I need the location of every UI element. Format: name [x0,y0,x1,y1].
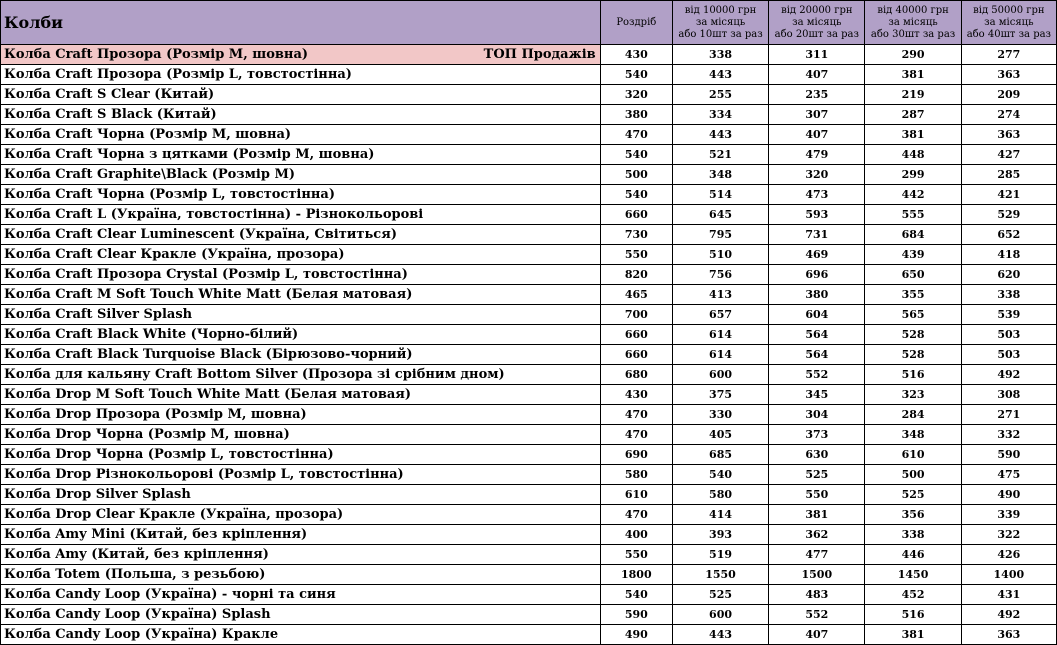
table-row [1,345,1057,365]
tier3-price-cell: 381 [865,625,961,645]
tier4-price-cell: 338 [961,285,1056,305]
tier2-price-cell: 407 [769,125,865,145]
retail-price-cell: 430 [600,45,672,65]
table-row [1,425,1057,445]
tier2-price-cell: 320 [769,165,865,185]
tier4-price-cell: 490 [961,485,1056,505]
tier2-price-cell: 564 [769,325,865,345]
tier2-header-line: або 20шт за раз [774,28,859,40]
table-row [1,385,1057,405]
tier4-price-cell: 363 [961,65,1056,85]
tier3-price-cell: 610 [865,445,961,465]
product-name-cell [1,145,601,165]
tier1-price-cell: 414 [672,505,768,525]
tier1-price-cell: 443 [672,625,768,645]
product-name-cell [1,505,601,525]
product-name-cell [1,405,601,425]
tier2-price-cell: 407 [769,65,865,85]
retail-price-cell: 660 [600,325,672,345]
product-name-cell [1,125,601,145]
tier4-column-header [961,1,1056,45]
product-name-cell [1,445,601,465]
tier4-price-cell: 426 [961,545,1056,565]
tier3-price-cell: 650 [865,265,961,285]
product-name-cell [1,285,601,305]
retail-price-cell: 540 [600,65,672,85]
tier1-price-cell: 348 [672,165,768,185]
tier1-header-line: від 10000 грн [684,4,757,16]
table-row [1,125,1057,145]
product-name: Колба Totem (Польша, з резьбою) [4,567,266,582]
product-name: Колба для кальяну Craft Bottom Silver (Прозора зі срібним дном) [4,367,505,382]
table-row [1,485,1057,505]
retail-price-cell: 730 [600,225,672,245]
product-name: Колба Craft Чорна (Розмір L, товстостінна) [4,187,335,202]
tier2-price-cell: 345 [769,385,865,405]
tier3-header-line: за місяць [888,16,938,28]
tier3-price-cell: 381 [865,65,961,85]
tier3-price-cell: 439 [865,245,961,265]
retail-price-cell: 540 [600,185,672,205]
product-name-cell [1,525,601,545]
tier3-price-cell: 381 [865,125,961,145]
table-row [1,65,1057,85]
tier3-price-cell: 516 [865,365,961,385]
product-name-cell [1,105,601,125]
table-row [1,565,1057,585]
retail-price-cell: 550 [600,545,672,565]
tier2-price-cell: 630 [769,445,865,465]
product-name-cell [1,365,601,385]
product-name: Колба Craft Silver Splash [4,307,193,322]
product-name-cell [1,565,601,585]
product-name: Колба Drop Silver Splash [4,487,191,502]
product-name-cell [1,345,601,365]
tier1-price-cell: 255 [672,85,768,105]
table-row [1,625,1057,645]
tier4-price-cell: 274 [961,105,1056,125]
tier2-price-cell: 479 [769,145,865,165]
tier4-price-cell: 277 [961,45,1056,65]
retail-price-cell: 380 [600,105,672,125]
tier3-price-cell: 338 [865,525,961,545]
tier2-price-cell: 604 [769,305,865,325]
tier2-price-cell: 1500 [769,565,865,585]
tier3-price-cell: 565 [865,305,961,325]
product-name: Колба Craft Чорна (Розмір M, шовна) [4,127,292,142]
tier3-price-cell: 452 [865,585,961,605]
tier4-price-cell: 332 [961,425,1056,445]
tier3-price-cell: 442 [865,185,961,205]
top-sales-badge: ТОП Продажів [483,47,596,62]
tier2-price-cell: 362 [769,525,865,545]
tier3-price-cell: 1450 [865,565,961,585]
table-row [1,465,1057,485]
tier2-price-cell: 593 [769,205,865,225]
product-name: Колба Candy Loop (Україна) Splash [4,607,271,622]
table-body [1,45,1057,645]
tier1-price-cell: 540 [672,465,768,485]
table-row [1,225,1057,245]
tier2-header-line: за місяць [792,16,842,28]
product-name-cell [1,265,601,285]
tier4-price-cell: 363 [961,625,1056,645]
tier2-price-cell: 407 [769,625,865,645]
retail-price-cell: 690 [600,445,672,465]
table-row [1,445,1057,465]
product-name-cell [1,465,601,485]
tier1-price-cell: 614 [672,325,768,345]
product-name-cell [1,85,601,105]
product-name: Колба Drop Чорна (Розмір M, шовна) [4,427,290,442]
table-title: Колби [1,1,601,45]
table-row [1,285,1057,305]
table-row [1,245,1057,265]
tier4-price-cell: 503 [961,325,1056,345]
tier3-price-cell: 299 [865,165,961,185]
tier4-price-cell: 421 [961,185,1056,205]
tier4-price-cell: 539 [961,305,1056,325]
tier2-price-cell: 373 [769,425,865,445]
tier4-price-cell: 652 [961,225,1056,245]
tier1-price-cell: 519 [672,545,768,565]
product-name: Колба Craft Black Turquoise Black (Бірюзово-чорний) [4,347,413,362]
product-name: Колба Drop M Soft Touch White Matt (Белая матовая) [4,387,412,402]
tier1-price-cell: 514 [672,185,768,205]
table-row [1,545,1057,565]
table-row [1,505,1057,525]
tier2-price-cell: 564 [769,345,865,365]
retail-price-cell: 400 [600,525,672,545]
table-row [1,205,1057,225]
tier1-column-header [672,1,768,45]
tier3-price-cell: 516 [865,605,961,625]
tier3-price-cell: 528 [865,325,961,345]
retail-price-cell: 465 [600,285,672,305]
product-name: Колба Craft M Soft Touch White Matt (Белая матовая) [4,287,413,302]
product-name: Колба Drop Clear Кракле (Україна, прозора) [4,507,344,522]
product-name-cell [1,545,601,565]
tier2-price-cell: 696 [769,265,865,285]
table-row [1,165,1057,185]
product-name: Колба Craft Black White (Чорно-білий) [4,327,299,342]
tier3-price-cell: 555 [865,205,961,225]
retail-price-cell: 610 [600,485,672,505]
product-name-cell [1,185,601,205]
product-name-cell [1,485,601,505]
tier4-price-cell: 529 [961,205,1056,225]
product-name-cell [1,245,601,265]
retail-price-cell: 580 [600,465,672,485]
tier1-header-line: або 10шт за раз [678,28,763,40]
tier4-price-cell: 503 [961,345,1056,365]
tier2-price-cell: 731 [769,225,865,245]
tier4-price-cell: 271 [961,405,1056,425]
product-name: Колба Drop Чорна (Розмір L, товстостінна) [4,447,334,462]
tier2-price-cell: 473 [769,185,865,205]
product-name-cell [1,225,601,245]
tier1-price-cell: 1550 [672,565,768,585]
tier1-price-cell: 795 [672,225,768,245]
product-name: Колба Amy Mini (Китай, без кріплення) [4,527,308,542]
product-name: Колба Craft Прозора Crystal (Розмір L, товстостінна) [4,267,408,282]
table-row [1,45,1057,65]
retail-price-cell: 470 [600,425,672,445]
tier1-price-cell: 375 [672,385,768,405]
tier3-price-cell: 287 [865,105,961,125]
tier1-price-cell: 334 [672,105,768,125]
tier1-price-cell: 756 [672,265,768,285]
tier1-price-cell: 510 [672,245,768,265]
retail-price-cell: 490 [600,625,672,645]
product-name: Колба Craft S Clear (Китай) [4,87,215,102]
tier4-price-cell: 308 [961,385,1056,405]
retail-price-cell: 1800 [600,565,672,585]
product-name-cell [1,325,601,345]
table-row [1,525,1057,545]
tier1-price-cell: 413 [672,285,768,305]
tier2-price-cell: 381 [769,505,865,525]
product-name: Колба Craft Graphite\Black (Розмір M) [4,167,295,182]
tier2-header-line: від 20000 грн [781,4,853,16]
table-row [1,405,1057,425]
product-name: Колба Craft Прозора (Розмір L, товстостінна) [4,67,352,82]
tier1-header-line: за місяць [695,16,746,28]
product-name-cell [1,305,601,325]
tier4-price-cell: 620 [961,265,1056,285]
tier4-header-line: за місяць [984,16,1034,28]
tier3-price-cell: 290 [865,45,961,65]
table-row [1,605,1057,625]
tier4-price-cell: 590 [961,445,1056,465]
retail-price-cell: 320 [600,85,672,105]
tier1-price-cell: 521 [672,145,768,165]
tier4-price-cell: 427 [961,145,1056,165]
tier3-price-cell: 500 [865,465,961,485]
tier3-price-cell: 356 [865,505,961,525]
tier2-column-header [769,1,865,45]
retail-price-cell: 470 [600,505,672,525]
tier1-price-cell: 330 [672,405,768,425]
product-name-cell [1,385,601,405]
tier3-header-line: від 40000 грн [877,4,949,16]
tier1-price-cell: 600 [672,365,768,385]
tier3-price-cell: 355 [865,285,961,305]
product-name: Колба Craft L (Україна, товстостінна) - Різнокольорові [4,207,424,222]
tier2-price-cell: 552 [769,365,865,385]
tier1-price-cell: 685 [672,445,768,465]
table-row [1,85,1057,105]
tier3-price-cell: 348 [865,425,961,445]
tier4-price-cell: 363 [961,125,1056,145]
tier1-price-cell: 657 [672,305,768,325]
tier3-header-line: або 30шт за раз [870,28,956,40]
table-row [1,105,1057,125]
table-row [1,145,1057,165]
product-name-cell [1,65,601,85]
tier4-header-line: від 50000 грн [973,4,1045,16]
tier1-price-cell: 614 [672,345,768,365]
table-header [1,1,1057,45]
product-name-cell [1,425,601,445]
retail-price-cell: 500 [600,165,672,185]
product-name: Колба Drop Різнокольорові (Розмір L, товстостінна) [4,467,404,482]
tier1-price-cell: 525 [672,585,768,605]
table-row [1,325,1057,345]
tier2-price-cell: 550 [769,485,865,505]
product-name: Колба Drop Прозора (Розмір M, шовна) [4,407,307,422]
tier2-price-cell: 483 [769,585,865,605]
retail-price-cell: 660 [600,205,672,225]
tier1-price-cell: 600 [672,605,768,625]
product-name-cell [1,45,601,65]
product-name: Колба Craft S Black (Китай) [4,107,217,122]
product-name-cell [1,165,601,185]
tier4-price-cell: 209 [961,85,1056,105]
tier2-price-cell: 477 [769,545,865,565]
tier1-price-cell: 338 [672,45,768,65]
retail-price-cell: 700 [600,305,672,325]
tier4-price-cell: 418 [961,245,1056,265]
tier3-price-cell: 323 [865,385,961,405]
tier3-price-cell: 684 [865,225,961,245]
retail-price-cell: 470 [600,405,672,425]
tier2-price-cell: 307 [769,105,865,125]
tier3-price-cell: 219 [865,85,961,105]
product-name: Колба Candy Loop (Україна) - чорні та синя [4,587,336,602]
product-name: Колба Craft Прозора (Розмір M, шовна) [4,47,309,62]
tier4-price-cell: 322 [961,525,1056,545]
tier4-price-cell: 1400 [961,565,1056,585]
tier4-price-cell: 431 [961,585,1056,605]
table-row [1,585,1057,605]
tier4-price-cell: 285 [961,165,1056,185]
tier1-price-cell: 393 [672,525,768,545]
tier1-price-cell: 405 [672,425,768,445]
product-name: Колба Craft Чорна з цятками (Розмір M, шовна) [4,147,375,162]
tier2-price-cell: 380 [769,285,865,305]
product-name: Колба Craft Clear Luminescent (Україна, Світиться) [4,227,397,242]
tier2-price-cell: 525 [769,465,865,485]
tier4-price-cell: 492 [961,365,1056,385]
tier3-price-cell: 446 [865,545,961,565]
header-row [1,1,1057,45]
product-name: Колба Craft Clear Кракле (Україна, прозора) [4,247,345,262]
product-name-cell [1,585,601,605]
tier4-price-cell: 475 [961,465,1056,485]
tier4-price-cell: 339 [961,505,1056,525]
tier1-price-cell: 645 [672,205,768,225]
product-name-cell [1,205,601,225]
table-row [1,365,1057,385]
retail-price-cell: 470 [600,125,672,145]
retail-column-header: Роздріб [600,1,672,45]
tier2-price-cell: 304 [769,405,865,425]
tier3-price-cell: 284 [865,405,961,425]
retail-price-cell: 820 [600,265,672,285]
tier1-price-cell: 443 [672,65,768,85]
retail-price-cell: 540 [600,145,672,165]
tier3-price-cell: 448 [865,145,961,165]
product-name-cell [1,605,601,625]
tier3-column-header [865,1,961,45]
product-name: Колба Amy (Китай, без кріплення) [4,547,269,562]
tier1-price-cell: 443 [672,125,768,145]
table-row [1,185,1057,205]
tier3-price-cell: 525 [865,485,961,505]
tier4-price-cell: 492 [961,605,1056,625]
retail-price-cell: 680 [600,365,672,385]
tier2-price-cell: 552 [769,605,865,625]
table-row [1,265,1057,285]
tier2-price-cell: 235 [769,85,865,105]
tier1-price-cell: 580 [672,485,768,505]
retail-price-cell: 540 [600,585,672,605]
retail-price-cell: 590 [600,605,672,625]
retail-price-cell: 660 [600,345,672,365]
retail-price-cell: 430 [600,385,672,405]
tier4-header-line: або 40шт за раз [966,28,1052,40]
product-name: Колба Candy Loop (Україна) Кракле [4,627,279,642]
tier2-price-cell: 469 [769,245,865,265]
tier3-price-cell: 528 [865,345,961,365]
product-name-cell [1,625,601,645]
tier2-price-cell: 311 [769,45,865,65]
table-row [1,305,1057,325]
retail-price-cell: 550 [600,245,672,265]
